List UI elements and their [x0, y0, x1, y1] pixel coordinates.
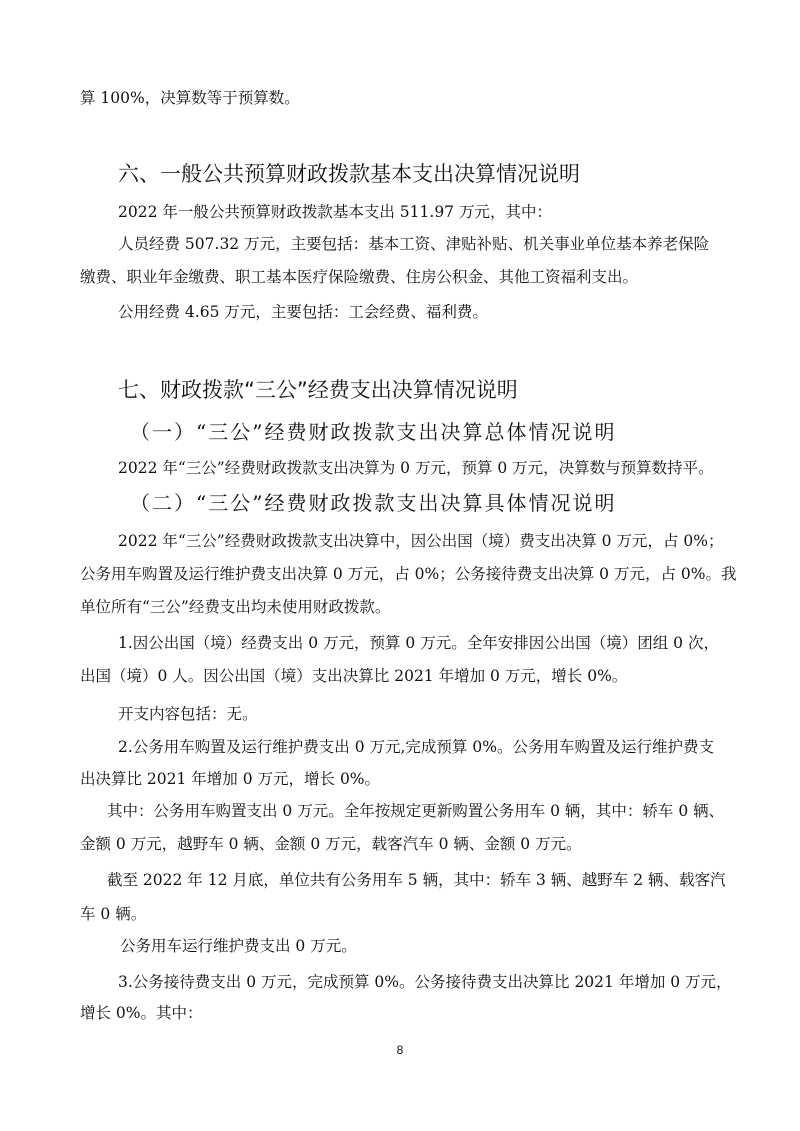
body-line: 2022 年一般公共预算财政拨款基本支出 511.97 万元，其中：	[118, 203, 552, 221]
body-line: 2022 年“三公”经费财政拨款支出决算中，因公出国（境）费支出决算 0 万元，占 0%；	[118, 532, 724, 550]
body-line: 出决算比 2021 年增加 0 万元，增长 0%。	[80, 770, 381, 788]
body-line: 车 0 辆。	[80, 905, 147, 923]
body-line: 2.公务用车购置及运行维护费支出 0 万元,完成预算 0%。公务用车购置及运行维护费支	[118, 738, 714, 756]
body-line: 公用经费 4.65 万元，主要包括：工会经费、福利费。	[118, 303, 488, 321]
body-line: 公务用车运行维护费支出 0 万元。	[120, 937, 357, 955]
body-line: 其中：公务用车购置支出 0 万元。全年按规定更新购置公务用车 0 辆，其中：轿车 0 辆、	[107, 802, 725, 820]
body-line: 开支内容包括：无。	[118, 705, 258, 723]
body-line: 3.公务接待费支出 0 万元，完成预算 0%。公务接待费支出决算比 2021 年增加 0 万元，	[118, 973, 732, 991]
body-line: 公务用车购置及运行维护费支出决算 0 万元，占 0%；公务接待费支出决算 0 万元，占 0%。我	[80, 565, 737, 583]
body-line: 出国（境）0 人。因公出国（境）支出决算比 2021 年增加 0 万元，增长 0%。	[80, 667, 628, 685]
subsection-heading-2: （二）“三公”经费财政拨款支出决算具体情况说明	[130, 491, 617, 515]
body-line: 金额 0 万元，越野车 0 辆、金额 0 万元，载客汽车 0 辆、金额 0 万元。	[80, 835, 582, 853]
body-line: 缴费、职业年金缴费、职工基本医疗保险缴费、住房公积金、其他工资福利支出。	[80, 268, 639, 286]
body-line: 算 100%，决算数等于预算数。	[80, 89, 300, 107]
body-line: 增长 0%。其中：	[80, 1004, 203, 1022]
body-line: 1.因公出国（境）经费支出 0 万元，预算 0 万元。全年安排因公出国（境）团组 0 次，	[118, 634, 719, 652]
section-heading-6: 六、一般公共预算财政拨款基本支出决算情况说明	[118, 162, 580, 186]
body-line: 截至 2022 年 12 月底，单位共有公务用车 5 辆，其中：轿车 3 辆、越野车 2 辆、载客汽	[107, 871, 726, 889]
body-line: 人员经费 507.32 万元，主要包括：基本工资、津贴补贴、机关事业单位基本养老保险	[118, 235, 710, 253]
body-line: 单位所有“三公”经费支出均未使用财政拨款。	[80, 598, 391, 616]
subsection-heading-1: （一）“三公”经费财政拨款支出决算总体情况说明	[130, 420, 617, 444]
section-heading-7: 七、财政拨款“三公”经费支出决算情况说明	[118, 378, 518, 402]
page-number: 8	[396, 1043, 404, 1057]
body-line: 2022 年“三公”经费财政拨款支出决算为 0 万元，预算 0 万元，决算数与预算数持平。	[118, 459, 714, 477]
